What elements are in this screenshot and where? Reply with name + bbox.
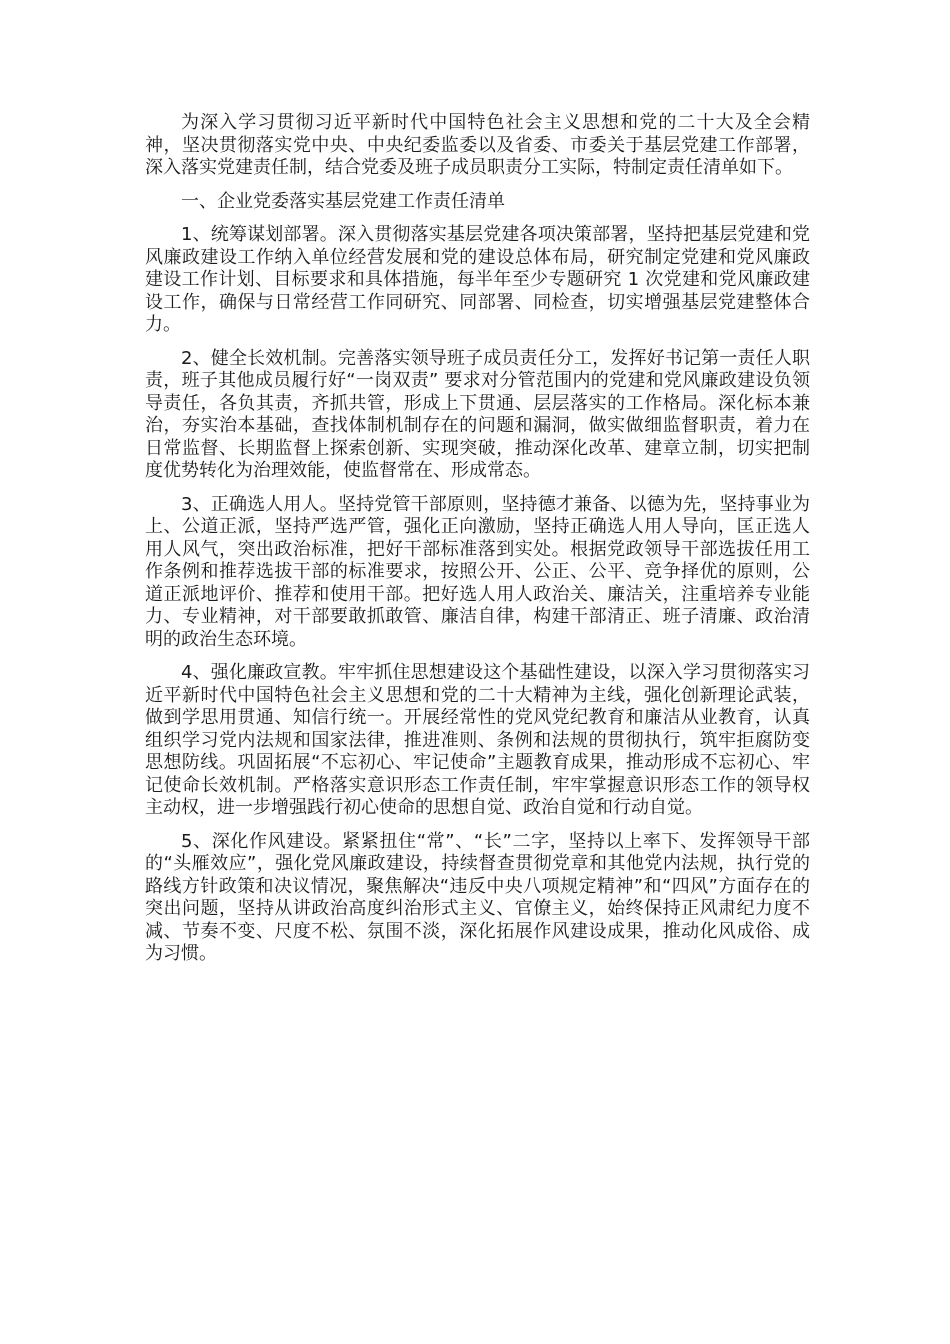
item-paragraph-5: 5、深化作风建设。紧紧扭住“常”、“长”二字，坚持以上率下、发挥领导干部的“头雁效应”，强化党风廉政建设，持续督查贯彻党章和其他党内法规，执行党的路线方针政策和决议情况，聚焦解决“违反中央八项规定精神”和“四风”方面存在的突出问题，坚持从讲政治高度纠治形式主义、官僚主义，始终保持正风肃纪力度不减、节奏不变、尺度不松、氛围不淡，深化拓展作风建设成果，推动化风成俗、成为习惯。: [145, 830, 810, 964]
section-heading: 一、企业党委落实基层党建工作责任清单: [181, 190, 505, 212]
intro-paragraph: 为深入学习贯彻习近平新时代中国特色社会主义思想和党的二十大及全会精神，坚决贯彻落实党中央、中央纪委监委以及省委、市委关于基层党建工作部署，深入落实党建责任制，结合党委及班子成员职责分工实际，特制定责任清单如下。: [145, 112, 810, 178]
item-paragraph-2: 2、健全长效机制。完善落实领导班子成员责任分工，发挥好书记第一责任人职责，班子其他成员履行好“一岗双责” 要求对分管范围内的党建和党风廉政建设负领导责任，各负其责，齐抓共管，形成上下贯通、层层落实的工作格局。深化标本兼治，夯实治本基础，查找体制机制存在的问题和漏洞，做实做细监督职责，着力在日常监督、长期监督上探索创新、实现突破，推动深化改革、建章立制，切实把制度优势转化为治理效能，使监督常在、形成常态。: [145, 347, 810, 481]
item-paragraph-1: 1、统筹谋划部署。深入贯彻落实基层党建各项决策部署，坚持把基层党建和党风廉政建设工作纳入单位经营发展和党的建设总体布局，研究制定党建和党风廉政建设工作计划、目标要求和具体措施，每半年至少专题研究 1 次党建和党风廉政建设工作，确保与日常经营工作同研究、同部署、同检查，切实增强基层党建整体合力。: [145, 224, 810, 335]
item-paragraph-4: 4、强化廉政宣教。牢牢抓住思想建设这个基础性建设，以深入学习贯彻落实习近平新时代中国特色社会主义思想和党的二十大精神为主线，强化创新理论武装，做到学思用贯通、知信行统一。开展经常性的党风党纪教育和廉洁从业教育，认真组织学习党内法规和国家法律，推进准则、条例和法规的贯彻执行，筑牢拒腐防变思想防线。巩固拓展“不忘初心、牢记使命”主题教育成果，推动形成不忘初心、牢记使命长效机制。严格落实意识形态工作责任制，牢牢掌握意识形态工作的领导权主动权，进一步增强践行初心使命的思想自觉、政治自觉和行动自觉。: [145, 662, 810, 818]
item-paragraph-3: 3、正确选人用人。坚持党管干部原则，坚持德才兼备、以德为先，坚持事业为上、公道正派，坚持严选严管，强化正向激励，坚持正确选人用人导向，匡正选人用人风气，突出政治标准，把好干部标准落到实处。根据党政领导干部选拔任用工作条例和推荐选拔干部的标准要求，按照公开、公正、公平、竞争择优的原则，公道正派地评价、推荐和使用干部。把好选人用人政治关、廉洁关，注重培养专业能力、专业精神，对干部要敢抓敢管、廉洁自律，构建干部清正、班子清廉、政治清明的政治生态环境。: [145, 493, 810, 650]
document-body: [145, 112, 810, 977]
